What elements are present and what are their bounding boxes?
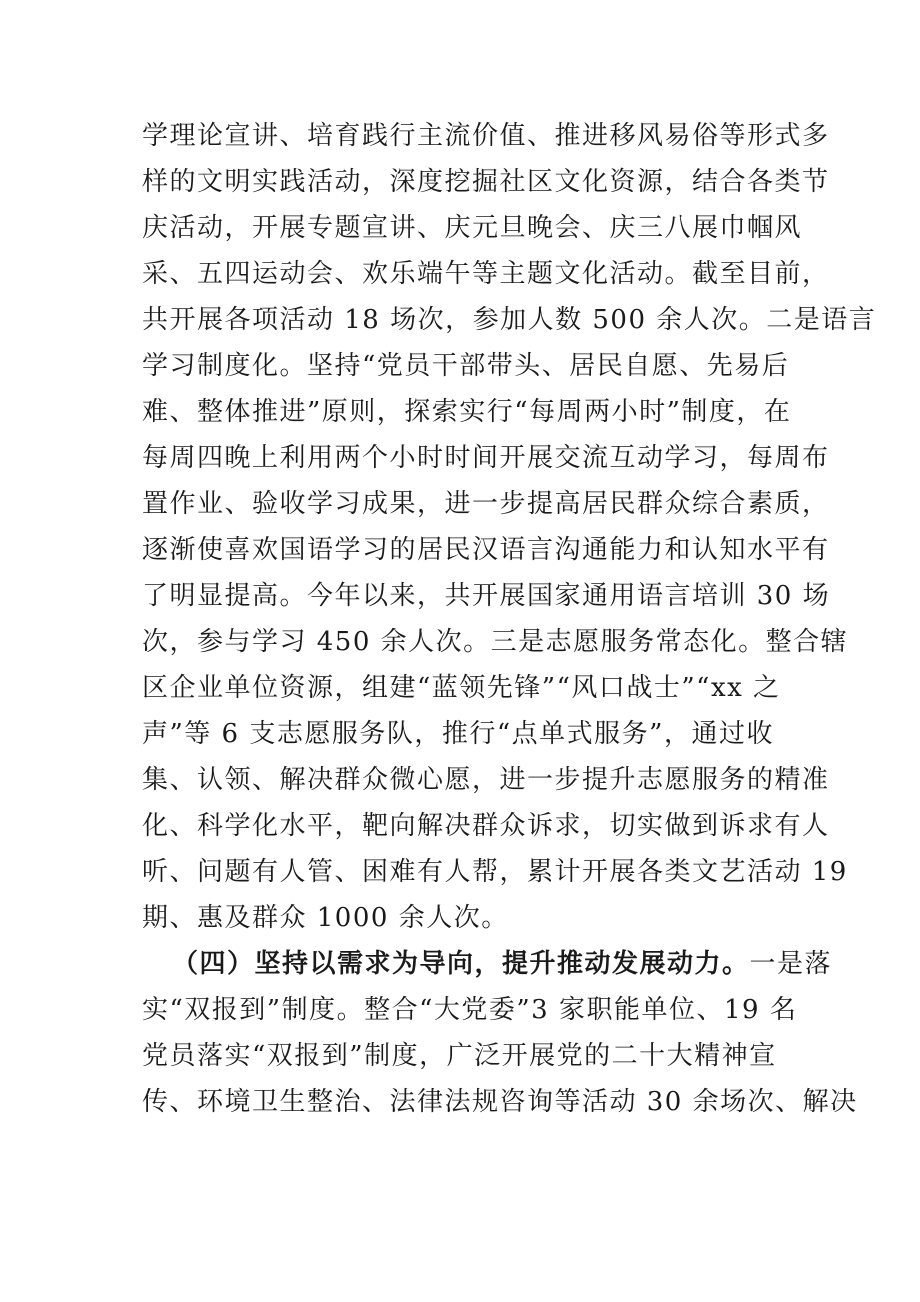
- paragraph-line: 声”等 6 支志愿服务队，推行“点单式服务”，通过收: [142, 719, 774, 749]
- section-heading-continuation: 一是落: [749, 949, 833, 979]
- paragraph-line: 学理论宣讲、培育践行主流价值、推进移风易俗等形式多: [142, 121, 830, 151]
- paragraph-line: 期、惠及群众 1000 余人次。: [142, 903, 509, 933]
- section-heading: （四）坚持以需求为导向，提升推动发展动力。: [172, 949, 750, 979]
- paragraph-line: 逐渐使喜欢国语学习的居民汉语言沟通能力和认知水平有: [142, 535, 830, 565]
- paragraph-line: 化、科学化水平，靶向解决群众诉求，切实做到诉求有人: [142, 811, 830, 841]
- paragraph-line: 区企业单位资源，组建“蓝领先锋”“风口战士”“xx 之: [142, 673, 781, 703]
- paragraph-line: 共开展各项活动 18 场次，参加人数 500 余人次。二是语言: [142, 305, 877, 335]
- section-line: 传、环境卫生整治、法律法规咨询等活动 30 余场次、解决: [142, 1087, 858, 1117]
- paragraph-line: 每周四晚上利用两个小时时间开展交流互动学习，每周布: [142, 443, 830, 473]
- section-line: 党员落实“双报到”制度，广泛开展党的二十大精神宣: [142, 1041, 777, 1071]
- paragraph-line: 庆活动，开展专题宣讲、庆元旦晚会、庆三八展巾帼风: [142, 213, 803, 243]
- paragraph-line: 难、整体推进”原则，探索实行“每周两小时”制度，在: [142, 397, 792, 427]
- section-heading-line: [172, 944, 833, 984]
- paragraph-line: 学习制度化。坚持“党员干部带头、居民自愿、先易后: [142, 351, 790, 381]
- paragraph-line: 置作业、验收学习成果，进一步提高居民群众综合素质，: [142, 489, 830, 519]
- paragraph-line: 次，参与学习 450 余人次。三是志愿服务常态化。整合辖: [142, 627, 849, 657]
- section-line: 实“双报到”制度。整合“大党委”3 家职能单位、19 名: [142, 995, 798, 1025]
- paragraph-line: 了明显提高。今年以来，共开展国家通用语言培训 30 场: [142, 581, 831, 611]
- paragraph-line: 样的文明实践活动，深度挖掘社区文化资源，结合各类节: [142, 167, 830, 197]
- paragraph-line: 采、五四运动会、欢乐端午等主题文化活动。截至目前，: [142, 259, 830, 289]
- paragraph-line: 听、问题有人管、困难有人帮，累计开展各类文艺活动 19: [142, 857, 848, 887]
- paragraph-line: 集、认领、解决群众微心愿，进一步提升志愿服务的精准: [142, 765, 830, 795]
